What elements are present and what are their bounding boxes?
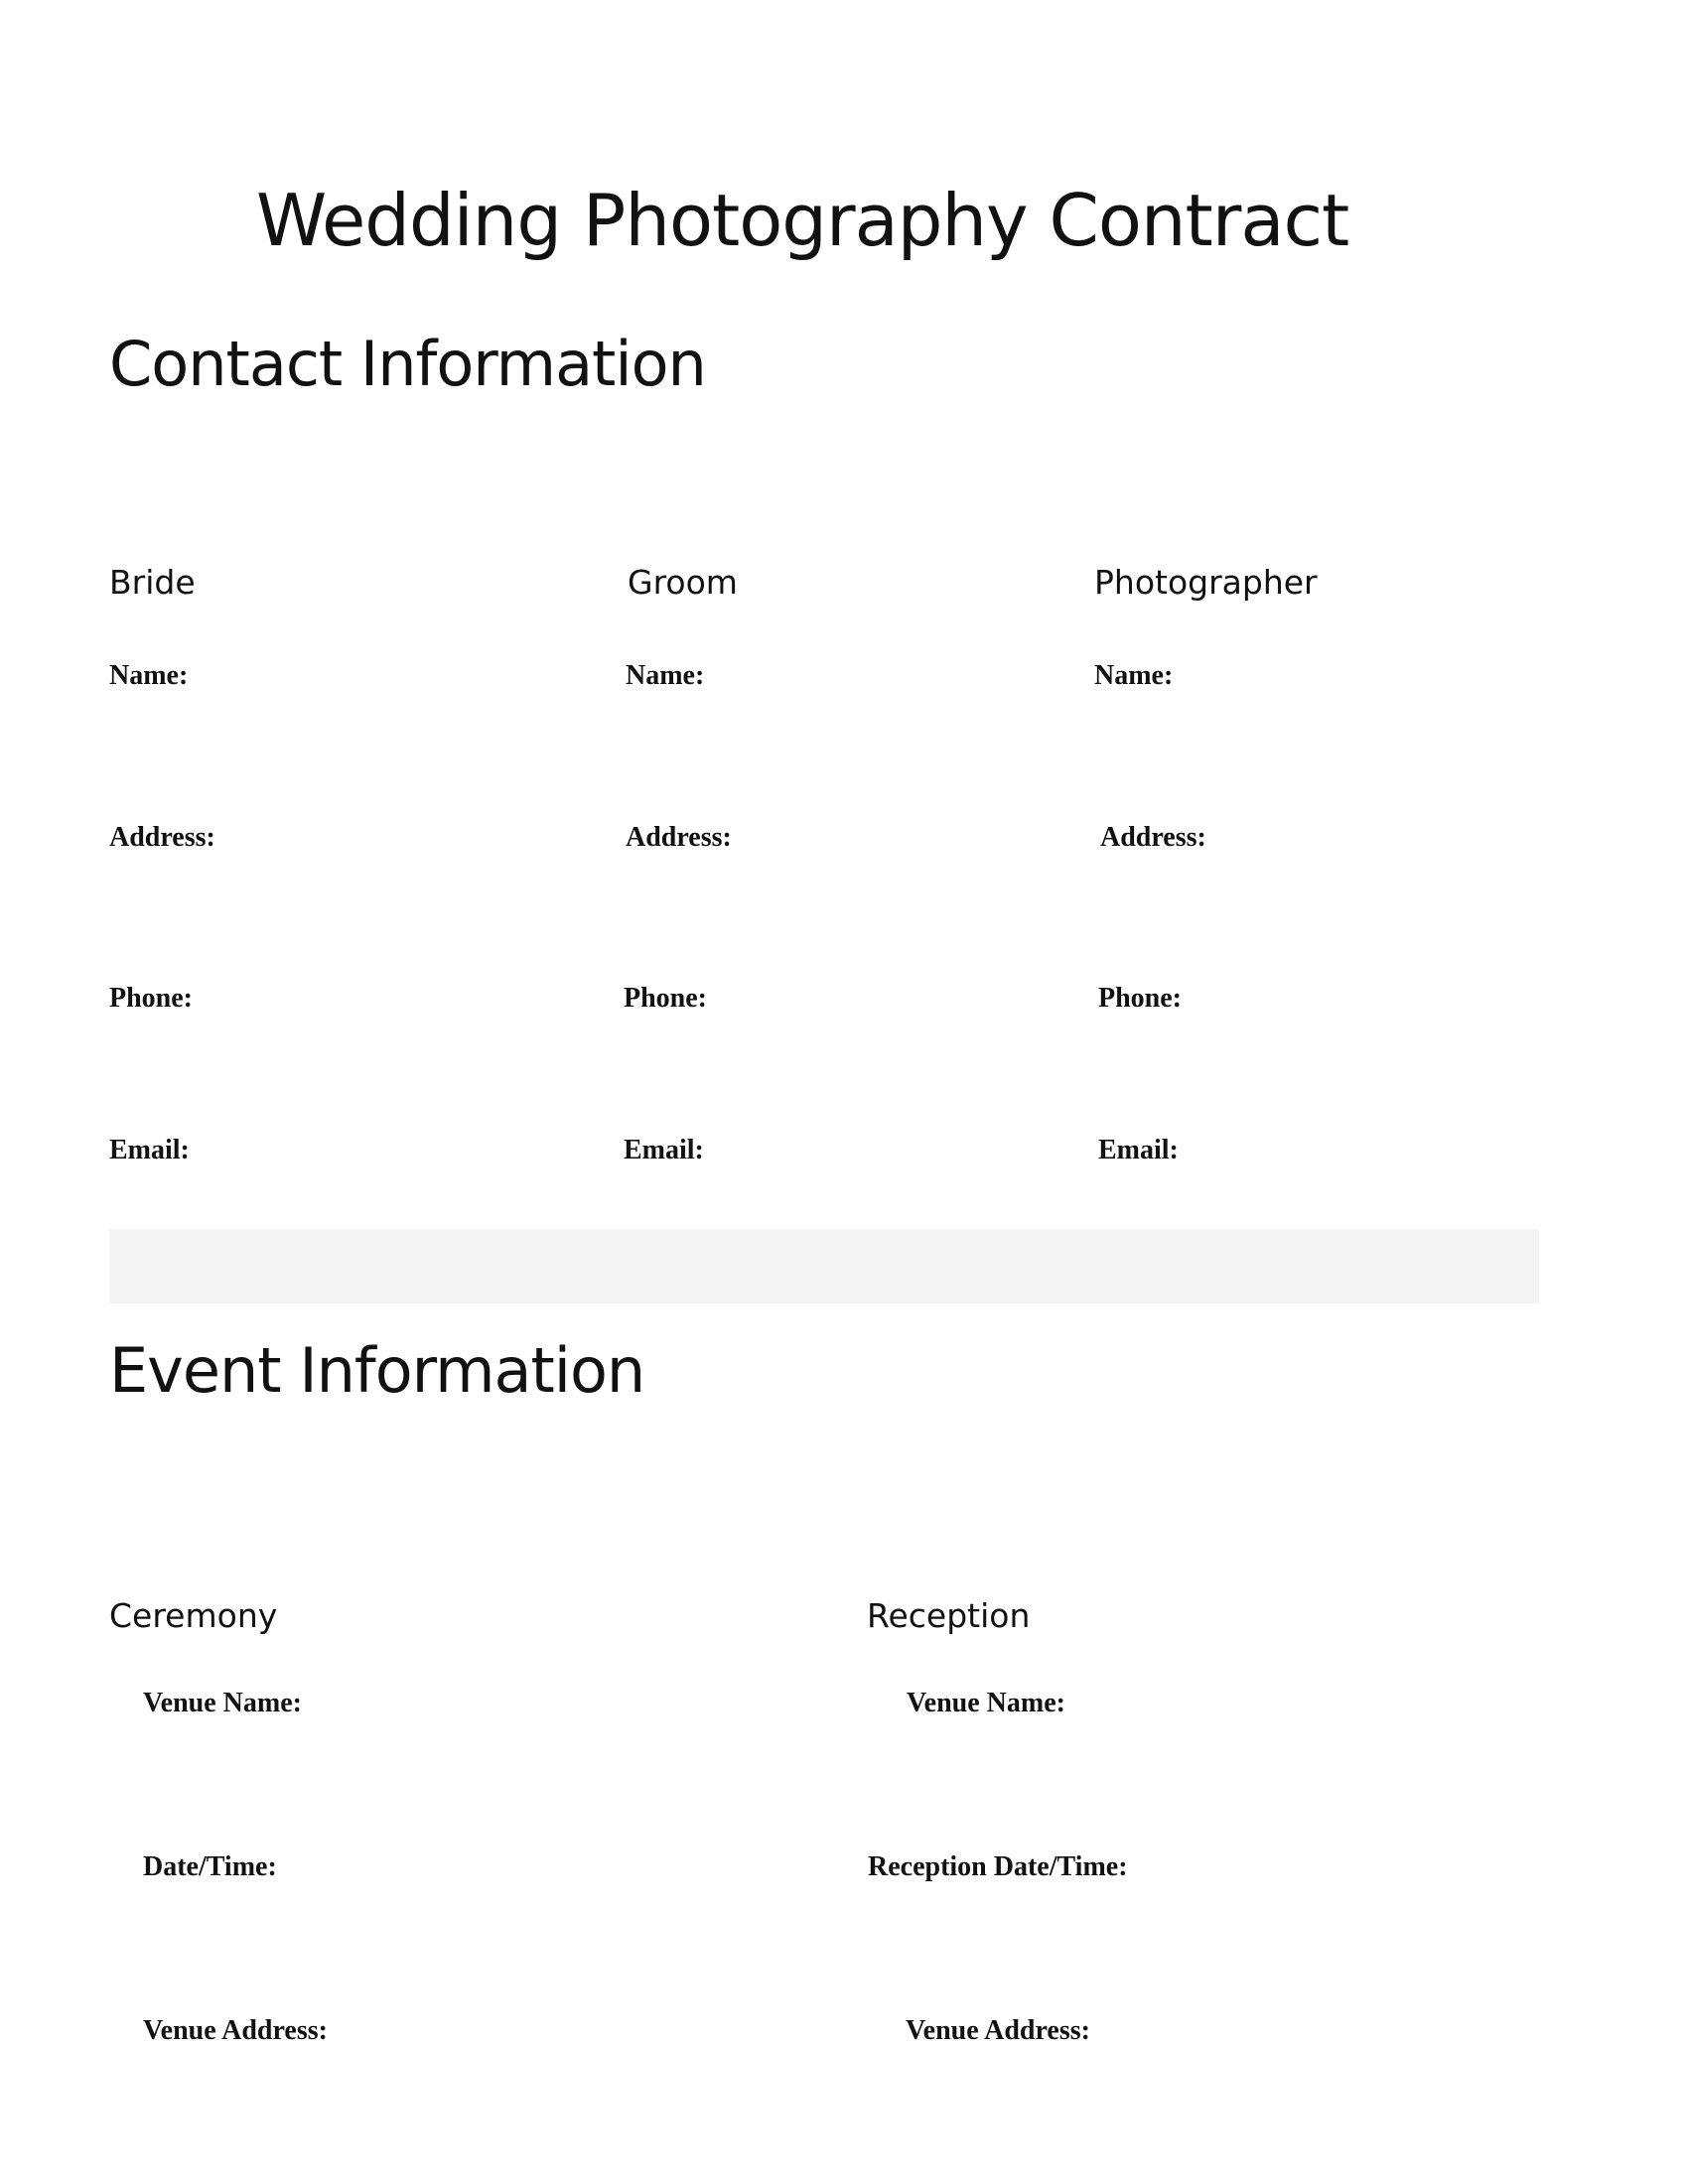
photographer-name-label: Name: bbox=[1094, 660, 1174, 691]
bride-address-label: Address: bbox=[109, 822, 215, 853]
photographer-phone-label: Phone: bbox=[1098, 983, 1182, 1014]
bride-email-label: Email: bbox=[109, 1135, 190, 1165]
photographer-address-label: Address: bbox=[1100, 822, 1206, 853]
section-divider-band bbox=[109, 1229, 1539, 1303]
bride-phone-label: Phone: bbox=[109, 983, 193, 1014]
groom-phone-label: Phone: bbox=[624, 983, 707, 1014]
groom-heading: Groom bbox=[628, 563, 738, 602]
groom-address-label: Address: bbox=[626, 822, 732, 853]
ceremony-heading: Ceremony bbox=[109, 1596, 278, 1635]
groom-email-label: Email: bbox=[624, 1135, 704, 1165]
page-title: Wedding Photography Contract bbox=[256, 179, 1349, 262]
reception-datetime-label: Reception Date/Time: bbox=[868, 1851, 1128, 1882]
reception-venue-address-label: Venue Address: bbox=[906, 2015, 1090, 2046]
ceremony-datetime-label: Date/Time: bbox=[143, 1851, 277, 1882]
reception-heading: Reception bbox=[867, 1596, 1031, 1635]
reception-venue-name-label: Venue Name: bbox=[907, 1688, 1065, 1718]
bride-name-label: Name: bbox=[109, 660, 189, 691]
ceremony-venue-address-label: Venue Address: bbox=[143, 2015, 328, 2046]
event-section-heading: Event Information bbox=[109, 1334, 645, 1407]
photographer-heading: Photographer bbox=[1094, 563, 1318, 602]
contact-section-heading: Contact Information bbox=[109, 328, 706, 400]
bride-heading: Bride bbox=[109, 563, 196, 602]
ceremony-venue-name-label: Venue Name: bbox=[143, 1688, 302, 1718]
groom-name-label: Name: bbox=[626, 660, 705, 691]
photographer-email-label: Email: bbox=[1098, 1135, 1179, 1165]
